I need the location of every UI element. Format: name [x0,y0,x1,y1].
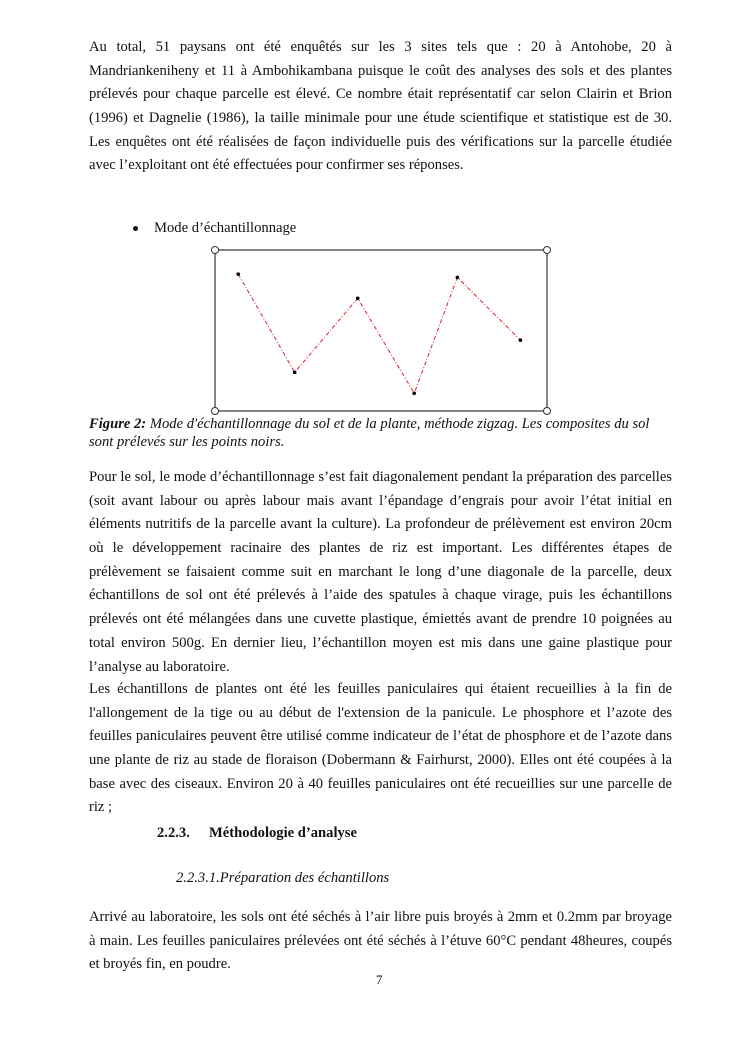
text-line: à main. Les feuilles paniculaires prélevées ont été séchés à l’étuve 60°C pendant 48heures, coupés [89,932,672,949]
text-line: échantillons de sol ont été prélevés à l’aide des spatules à chaque virage, puis les échantillons [89,587,672,604]
text-line: Les enquêtes ont été réalisées de façon individuelle puis des vérifications sur la parcelle étudiée [89,133,672,150]
text-line: Pour le sol, le mode d’échantillonnage s’est fait diagonalement pendant la préparation des parcelles [89,469,672,485]
text-line: avec l’exploitant ont été effectuées pour confirmer ses réponses. [89,157,464,174]
text-line: Arrivé au laboratoire, les sols ont été séchés à l’air libre puis broyés à 2mm et 0.2mm par broyage [89,909,672,925]
sampling-point [236,272,240,276]
text-line: base avec des ciseaux. Environ 20 à 40 feuilles paniculaires ont été recueillies sur une parcelle de [89,775,672,792]
sampling-point [356,297,360,301]
subsection-heading: 2.2.3.1.Préparation des échantillons [176,870,390,886]
text-line: l'allongement de la tige ou au début de l'extension de la panicule. Le phosphore et l’azote des [89,704,672,721]
section-title: Méthodologie d’analyse [209,825,357,841]
text-line: total environ 500g. En dernier lieu, l’échantillon moyen est mis dans une gaine plastique pour [89,634,672,651]
text-line: prélevés pour chaque parcelle est élevé. Ce nombre était représentatif car selon Clairin et Brion [89,86,672,103]
text-line: feuilles paniculaires peuvent être utilisé comme indicateur de l’état de phosphore et de l’azote dans [89,728,672,745]
page-number: 7 [376,972,383,987]
section-number: 2.2.3. [157,825,190,841]
caption-text: Mode d'échantillonnage du sol et de la plante, méthode zigzag. Les composites du sol [146,416,650,432]
text-line: (1996) et Dagnelie (1986), la taille minimale pour une étude scientifique et statistique est de 30. [89,110,672,127]
text-line: où le développement racinaire des plantes de riz est important. Les différentes étapes de [89,540,672,557]
bullet-text: Mode d’échantillonnage [154,220,297,236]
text-line: éléments nutritifs de la parcelle avant la culture). La profondeur de prélèvement est environ 20cm [89,516,672,533]
sampling-point [519,338,523,342]
sampling-point [293,371,297,375]
text-line: l’analyse au laboratoire. [89,658,230,675]
text-line: et broyés fin, en poudre. [89,956,231,973]
corner-handle [544,408,551,415]
text-line: prélevés ont été mélangées dans une cuvette plastique, émiettés avant de prendre 10 poignées au [89,611,672,628]
text-line: prélèvement se faisaient comme suit en marchant le long d’une diagonale de la parcelle, deux [89,563,672,580]
paragraph-plant-sampling [89,678,672,820]
text-line: Mandriankeniheny et 11 à Ambohikambana puisque le coût des analyses des sols et des plantes [89,62,672,79]
text-line: riz ; [89,799,113,816]
sampling-point [412,391,416,395]
corner-handle [212,408,219,415]
figure-label: Figure 2: [89,416,147,432]
zigzag-path [238,274,520,393]
caption-text-2: sont prélevés sur les points noirs. [89,434,285,450]
field-plot-rectangle [215,250,547,411]
sampling-point [456,276,460,280]
text-line: une plante de riz au stade de floraison (Dobermann & Fairhurst, 2000). Elles ont été coupées à la [89,752,672,769]
text-line: (soit avant labour ou après labour mais avant l’épandage d’engrais pour avoir l’état initial en [89,492,672,509]
paragraph-soil-sampling [89,466,672,679]
text-line: Au total, 51 paysans ont été enquêtés sur les 3 sites tels que : 20 à Antohobe, 20 à [89,39,672,55]
figure-caption [89,415,672,451]
corner-handle [544,247,551,254]
section-heading [157,825,357,842]
corner-handle [212,247,219,254]
text-line: Les échantillons de plantes ont été les feuilles paniculaires qui étaient recueillies à la fin de [89,681,672,697]
paragraph-lab-preparation [89,906,672,977]
